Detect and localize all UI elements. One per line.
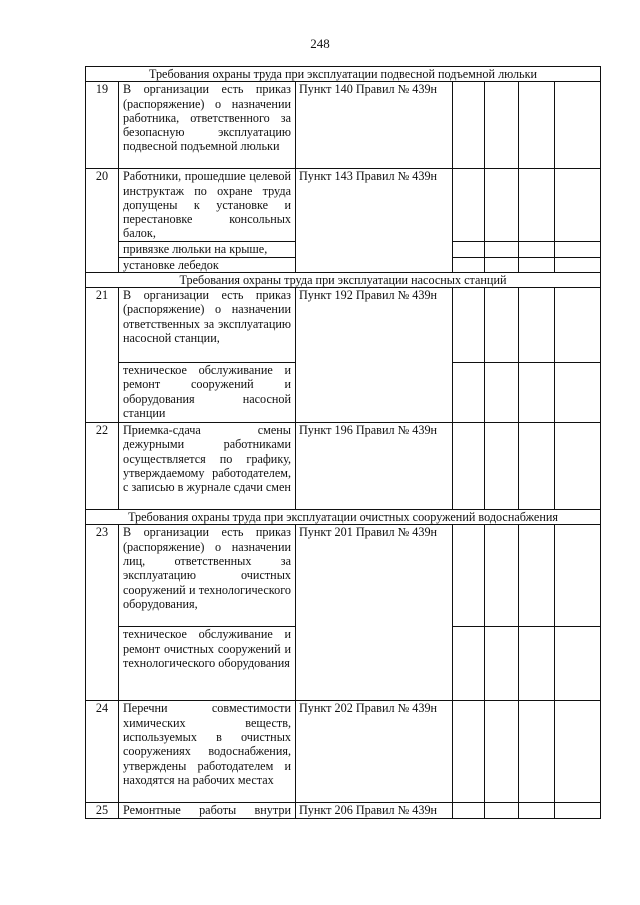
legal-reference: Пункт 143 Правил № 439н bbox=[296, 169, 453, 273]
answer-cell bbox=[519, 242, 555, 257]
answer-cell bbox=[555, 242, 601, 257]
table-row bbox=[86, 82, 601, 169]
requirement-text: Перечни совместимости химических веществ, используемых в очистных сооружениях водоснабжения, утверждены работодателем и находятся на рабочих местах bbox=[119, 701, 296, 803]
answer-cell bbox=[519, 288, 555, 363]
answer-cell bbox=[519, 803, 555, 819]
answer-cell bbox=[519, 257, 555, 272]
answer-cell bbox=[453, 82, 485, 169]
answer-cell bbox=[555, 423, 601, 510]
requirement-subitem: техническое обслуживание и ремонт очистных сооружений и технологического оборудования bbox=[119, 627, 296, 701]
row-number: 19 bbox=[86, 82, 119, 169]
answer-cell bbox=[453, 169, 485, 242]
requirement-subitem: установке лебедок bbox=[119, 257, 296, 272]
row-number: 22 bbox=[86, 423, 119, 510]
row-number: 23 bbox=[86, 525, 119, 701]
section-title: Требования охраны труда при эксплуатации насосных станций bbox=[86, 272, 601, 287]
answer-cell bbox=[555, 363, 601, 423]
answer-cell bbox=[555, 288, 601, 363]
answer-cell bbox=[485, 363, 519, 423]
section-title: Требования охраны труда при эксплуатации очистных сооружений водоснабжения bbox=[86, 510, 601, 525]
answer-cell bbox=[485, 242, 519, 257]
section-header-row bbox=[86, 272, 601, 287]
section-header-row bbox=[86, 510, 601, 525]
answer-cell bbox=[485, 257, 519, 272]
answer-cell bbox=[519, 169, 555, 242]
answer-cell bbox=[453, 288, 485, 363]
legal-reference: Пункт 192 Правил № 439н bbox=[296, 288, 453, 423]
requirement-text: Ремонтные работы внутри bbox=[119, 803, 296, 819]
answer-cell bbox=[485, 627, 519, 701]
answer-cell bbox=[519, 363, 555, 423]
answer-cell bbox=[519, 82, 555, 169]
table-row bbox=[86, 288, 601, 363]
answer-cell bbox=[485, 288, 519, 363]
answer-cell bbox=[555, 257, 601, 272]
legal-reference: Пункт 206 Правил № 439н bbox=[296, 803, 453, 819]
answer-cell bbox=[485, 82, 519, 169]
requirement-text: В организации есть приказ (распоряжение) о назначении ответственных за эксплуатацию насосной станции, bbox=[119, 288, 296, 363]
table-row bbox=[86, 803, 601, 819]
answer-cell bbox=[453, 242, 485, 257]
answer-cell bbox=[485, 423, 519, 510]
row-number: 20 bbox=[86, 169, 119, 273]
answer-cell bbox=[555, 627, 601, 701]
table-row bbox=[86, 423, 601, 510]
answer-cell bbox=[555, 525, 601, 627]
requirement-subitem: техническое обслуживание и ремонт сооружений и оборудования насосной станции bbox=[119, 363, 296, 423]
answer-cell bbox=[453, 627, 485, 701]
answer-cell bbox=[453, 423, 485, 510]
requirement-text: В организации есть приказ (распоряжение) о назначении лиц, ответственных за эксплуатацию очистных сооружений и технологического оборудования, bbox=[119, 525, 296, 627]
legal-reference: Пункт 140 Правил № 439н bbox=[296, 82, 453, 169]
answer-cell bbox=[519, 423, 555, 510]
section-title: Требования охраны труда при эксплуатации подвесной подъемной люльки bbox=[86, 67, 601, 82]
answer-cell bbox=[485, 169, 519, 242]
table-row bbox=[86, 169, 601, 242]
legal-reference: Пункт 196 Правил № 439н bbox=[296, 423, 453, 510]
answer-cell bbox=[453, 363, 485, 423]
answer-cell bbox=[519, 525, 555, 627]
answer-cell bbox=[453, 701, 485, 803]
table-row bbox=[86, 701, 601, 803]
answer-cell bbox=[485, 525, 519, 627]
answer-cell bbox=[453, 525, 485, 627]
answer-cell bbox=[555, 82, 601, 169]
row-number: 21 bbox=[86, 288, 119, 423]
answer-cell bbox=[453, 257, 485, 272]
answer-cell bbox=[453, 803, 485, 819]
checklist-table bbox=[85, 66, 601, 819]
section-header-row bbox=[86, 67, 601, 82]
requirement-text: Приемка-сдача смены дежурными работниками осуществляется по графику, утверждаемому работодателем, с записью в журнале сдачи смен bbox=[119, 423, 296, 510]
answer-cell bbox=[485, 803, 519, 819]
requirement-subitem: привязке люльки на крыше, bbox=[119, 242, 296, 257]
answer-cell bbox=[555, 803, 601, 819]
legal-reference: Пункт 202 Правил № 439н bbox=[296, 701, 453, 803]
row-number: 25 bbox=[86, 803, 119, 819]
table-row bbox=[86, 525, 601, 627]
row-number: 24 bbox=[86, 701, 119, 803]
answer-cell bbox=[519, 701, 555, 803]
requirement-text: Работники, прошедшие целевой инструктаж по охране труда допущены к установке и перестановке консольных балок, bbox=[119, 169, 296, 242]
answer-cell bbox=[555, 701, 601, 803]
answer-cell bbox=[519, 627, 555, 701]
answer-cell bbox=[485, 701, 519, 803]
page-number: 248 bbox=[310, 36, 330, 51]
legal-reference: Пункт 201 Правил № 439н bbox=[296, 525, 453, 701]
answer-cell bbox=[555, 169, 601, 242]
requirement-text: В организации есть приказ (распоряжение) о назначении работника, ответственного за безопасную эксплуатацию подвесной подъемной люльки bbox=[119, 82, 296, 169]
